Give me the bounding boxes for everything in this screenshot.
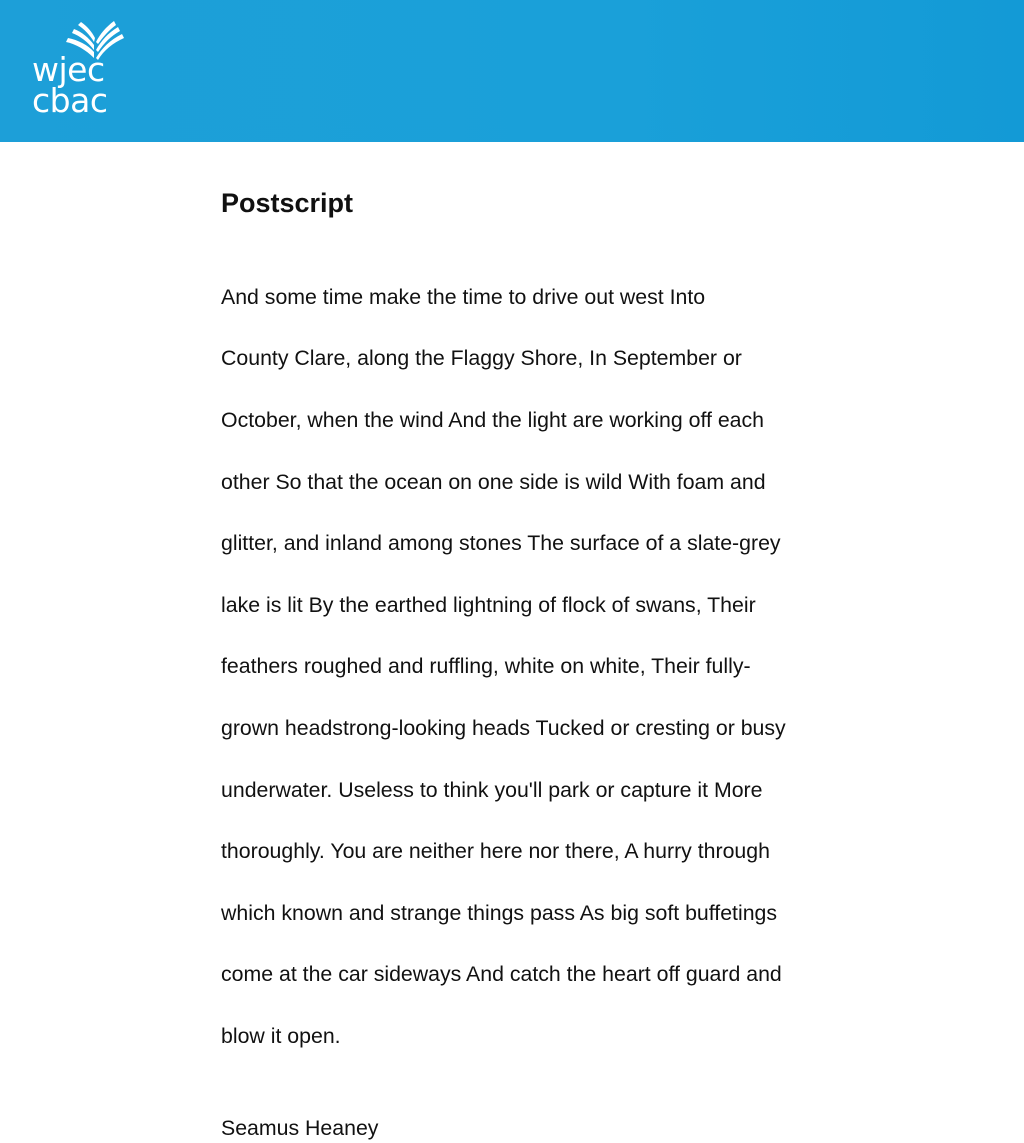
poem-line: other So that the ocean on one side is wild With foam and: [221, 469, 766, 494]
poem-author: Seamus Heaney: [221, 1115, 379, 1140]
poem-line: feathers roughed and ruffling, white on white, Their fully-: [221, 654, 751, 679]
poem-line: come at the car sideways And catch the heart off guard and: [221, 962, 782, 987]
poem-line: County Clare, along the Flaggy Shore, In September or: [221, 346, 742, 371]
wjec-cbac-logo: [30, 20, 130, 120]
poem-body: [221, 251, 861, 1083]
poem-line: thoroughly. You are neither here nor there, A hurry through: [221, 839, 770, 864]
poem-line: which known and strange things pass As big soft buffetings: [221, 900, 778, 925]
poem-title: Postscript: [221, 188, 354, 218]
poem-line: blow it open.: [221, 1023, 341, 1048]
poem-line: lake is lit By the earthed lightning of flock of swans, Their: [221, 592, 756, 617]
header-banner: [0, 0, 1024, 142]
poem-line: And some time make the time to drive out west Into: [221, 284, 706, 309]
logo-text-cbac: cbac: [32, 81, 108, 120]
poem-line: October, when the wind And the light are working off each: [221, 407, 765, 432]
poem-line: underwater. Useless to think you'll park or capture it More: [221, 777, 763, 802]
logo-text-wjec: wjec: [32, 50, 105, 89]
poem-line: grown headstrong-looking heads Tucked or cresting or busy: [221, 715, 786, 740]
poem-content: [221, 186, 861, 1143]
poem-line: glitter, and inland among stones The surface of a slate-grey: [221, 531, 781, 556]
